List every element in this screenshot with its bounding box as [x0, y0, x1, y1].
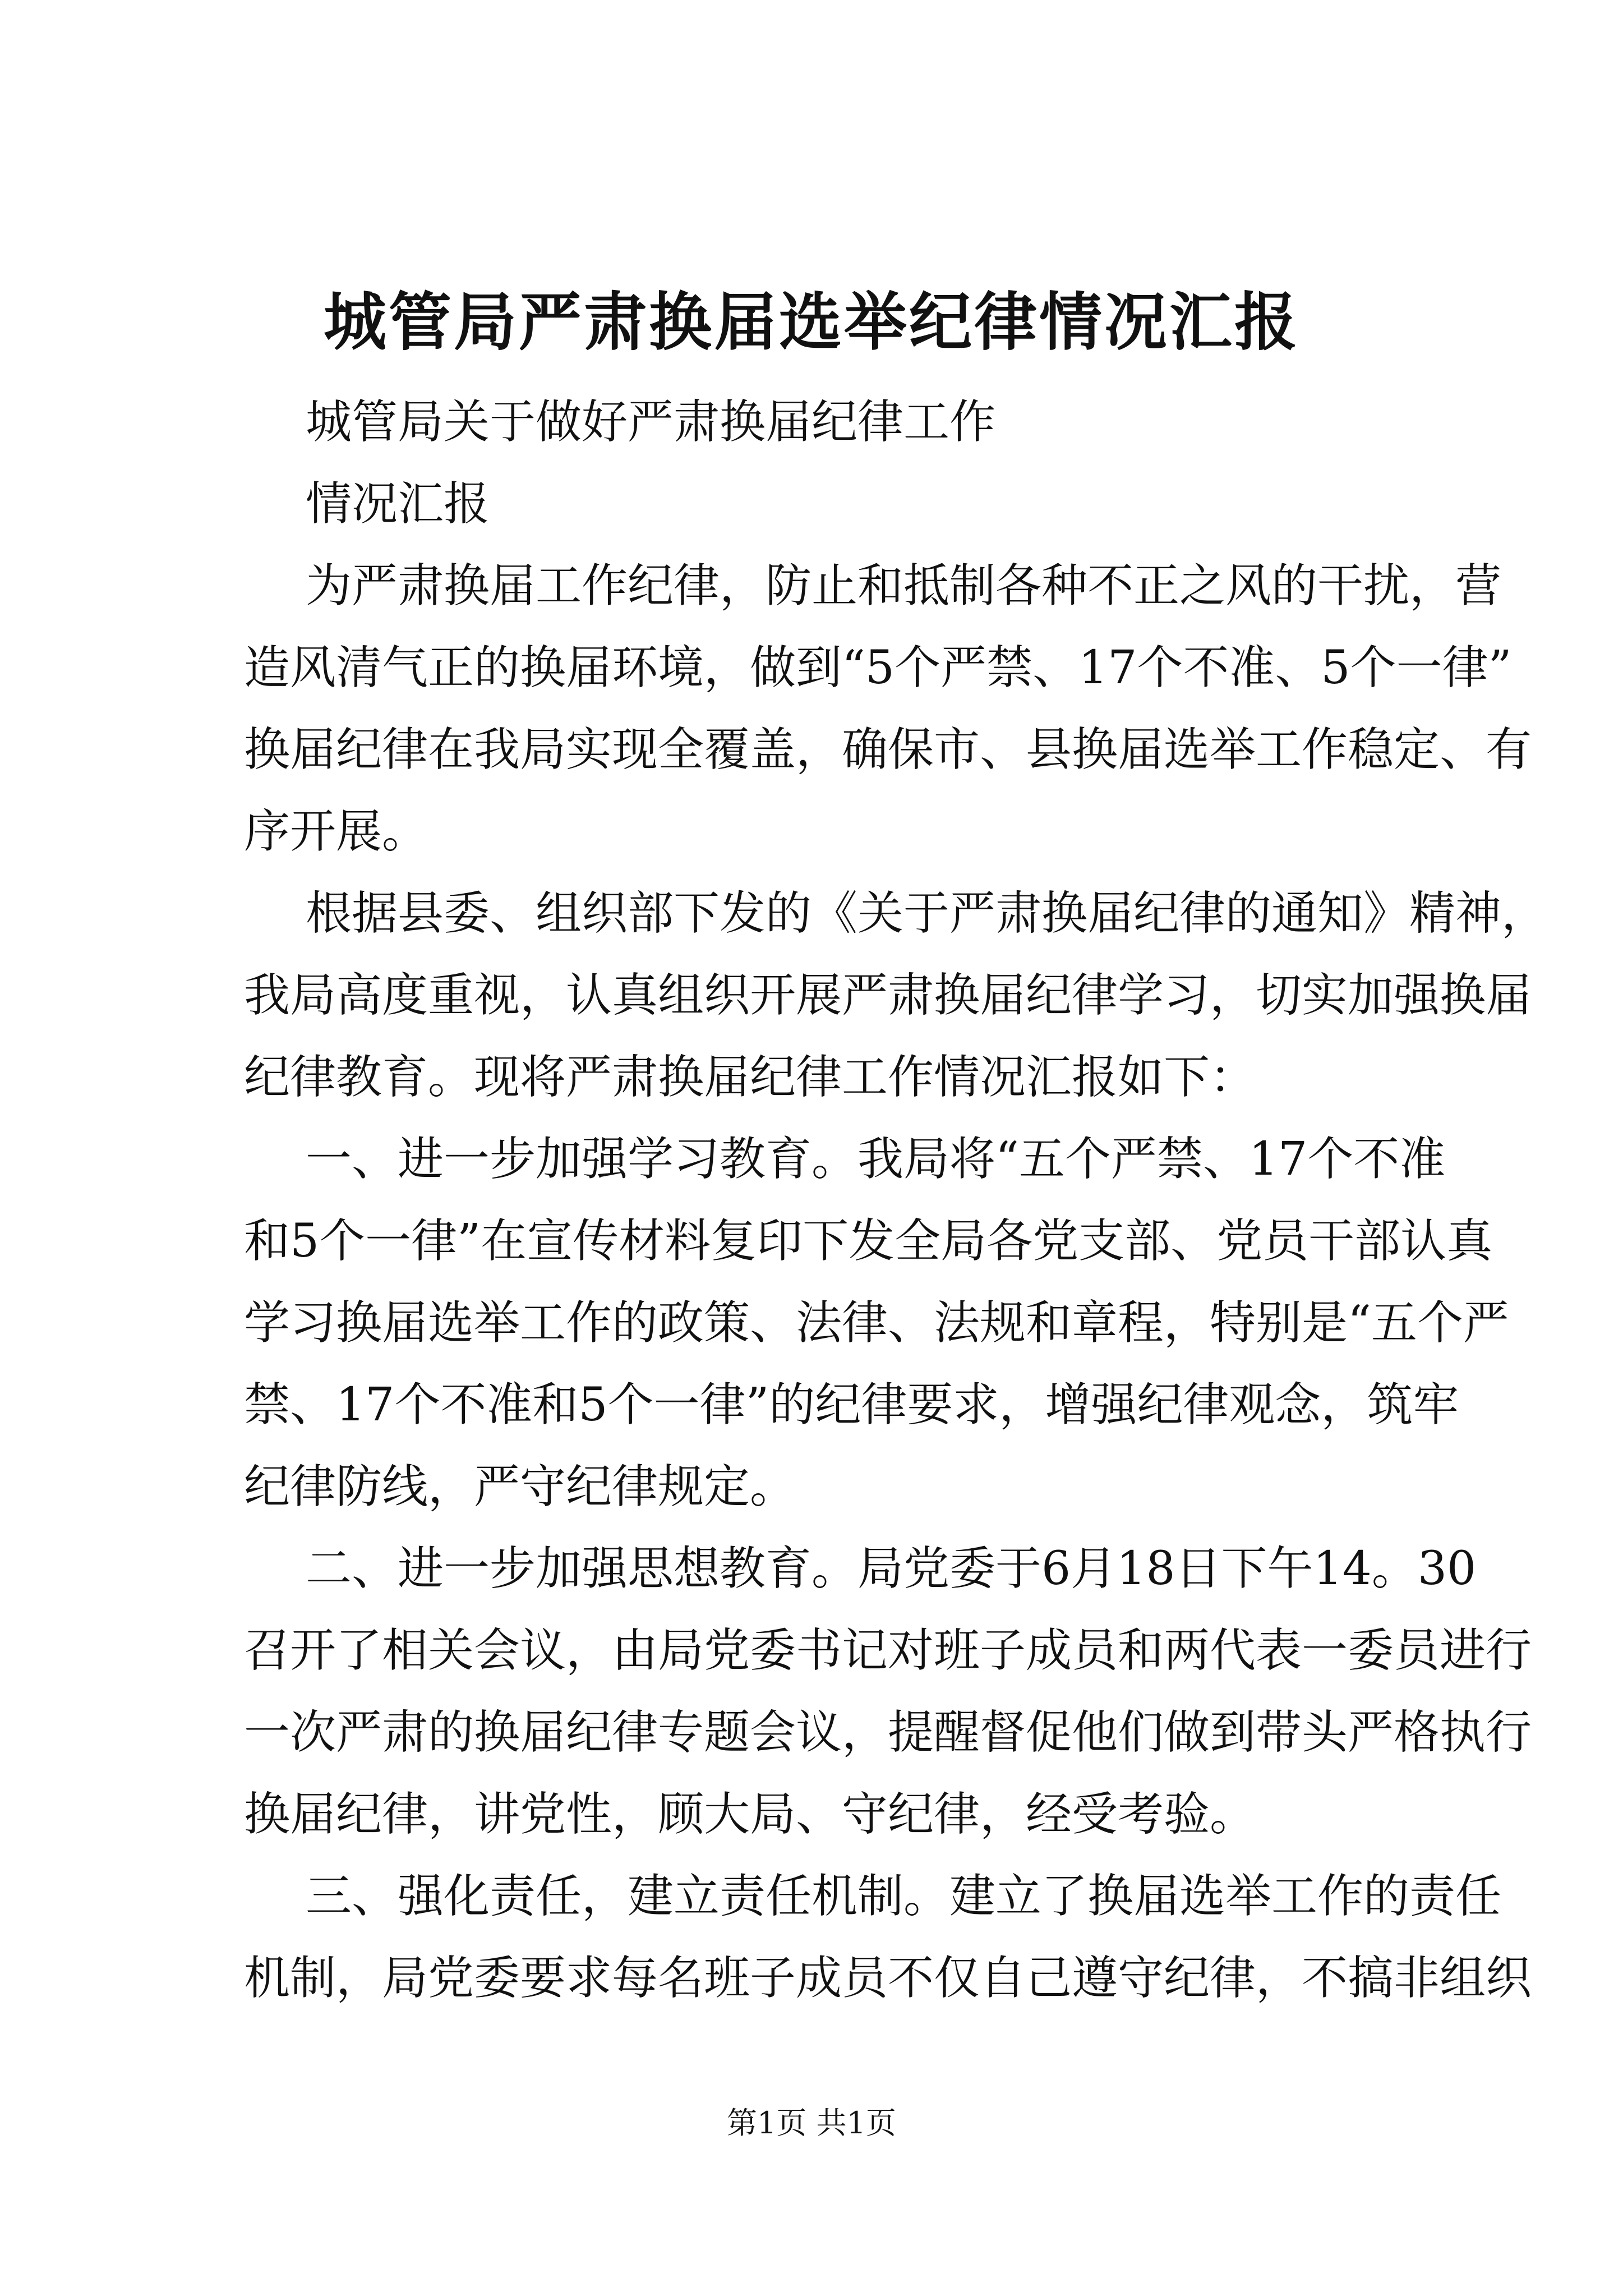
- section-1-line-3: 学习换届选举工作的政策、法律、法规和章程，特别是“五个严: [244, 1296, 1509, 1350]
- section-2-line-3: 一次严肃的换届纪律专题会议，提醒督促他们做到带头严格执行: [244, 1706, 1532, 1759]
- document-body: [244, 381, 1548, 2019]
- page-number-footer: 第1页 共1页: [727, 2105, 896, 2141]
- section-1-line-5: 纪律防线，严守纪律规定。: [244, 1460, 796, 1513]
- section-2-line-4: 换届纪律，讲党性，顾大局、守纪律，经受考验。: [244, 1788, 1256, 1841]
- subtitle-line-2: 情况汇报: [306, 477, 490, 531]
- document-title: 城管局严肃换届选举纪律情况汇报: [324, 286, 1299, 359]
- section-2-line-2: 召开了相关会议，由局党委书记对班子成员和两代表一委员进行: [244, 1624, 1532, 1677]
- paragraph-1-line-4: 序开展。: [244, 805, 428, 858]
- subtitle-line-1: 城管局关于做好严肃换届纪律工作: [306, 395, 996, 449]
- paragraph-2-line-1: 根据县委、组织部下发的《关于严肃换届纪律的通知》精神，: [306, 887, 1548, 940]
- paragraph-1-line-1: 为严肃换届工作纪律，防止和抵制各种不正之风的干扰，营: [306, 559, 1502, 613]
- section-3-line-1: 三、强化责任，建立责任机制。建立了换届选举工作的责任: [306, 1870, 1502, 1923]
- section-1-line-4: 禁、17个不准和5个一律”的纪律要求，增强纪律观念，筑牢: [244, 1378, 1459, 1432]
- section-3-line-2: 机制，局党委要求每名班子成员不仅自己遵守纪律，不搞非组织: [244, 1952, 1532, 2005]
- section-2-line-1: 二、进一步加强思想教育。局党委于6月18日下午14。30: [306, 1542, 1477, 1595]
- paragraph-2-line-2: 我局高度重视，认真组织开展严肃换届纪律学习，切实加强换届: [244, 969, 1532, 1022]
- paragraph-2-line-3: 纪律教育。现将严肃换届纪律工作情况汇报如下：: [244, 1051, 1256, 1104]
- paragraph-1-line-3: 换届纪律在我局实现全覆盖，确保市、县换届选举工作稳定、有: [244, 723, 1532, 776]
- section-1-line-1: 一、进一步加强学习教育。我局将“五个严禁、17个不准: [306, 1133, 1446, 1186]
- paragraph-1-line-2: 造风清气正的换届环境，做到“5个严禁、17个不准、5个一律”: [244, 641, 1512, 694]
- section-1-line-2: 和5个一律”在宣传材料复印下发全局各党支部、党员干部认真: [244, 1214, 1493, 1268]
